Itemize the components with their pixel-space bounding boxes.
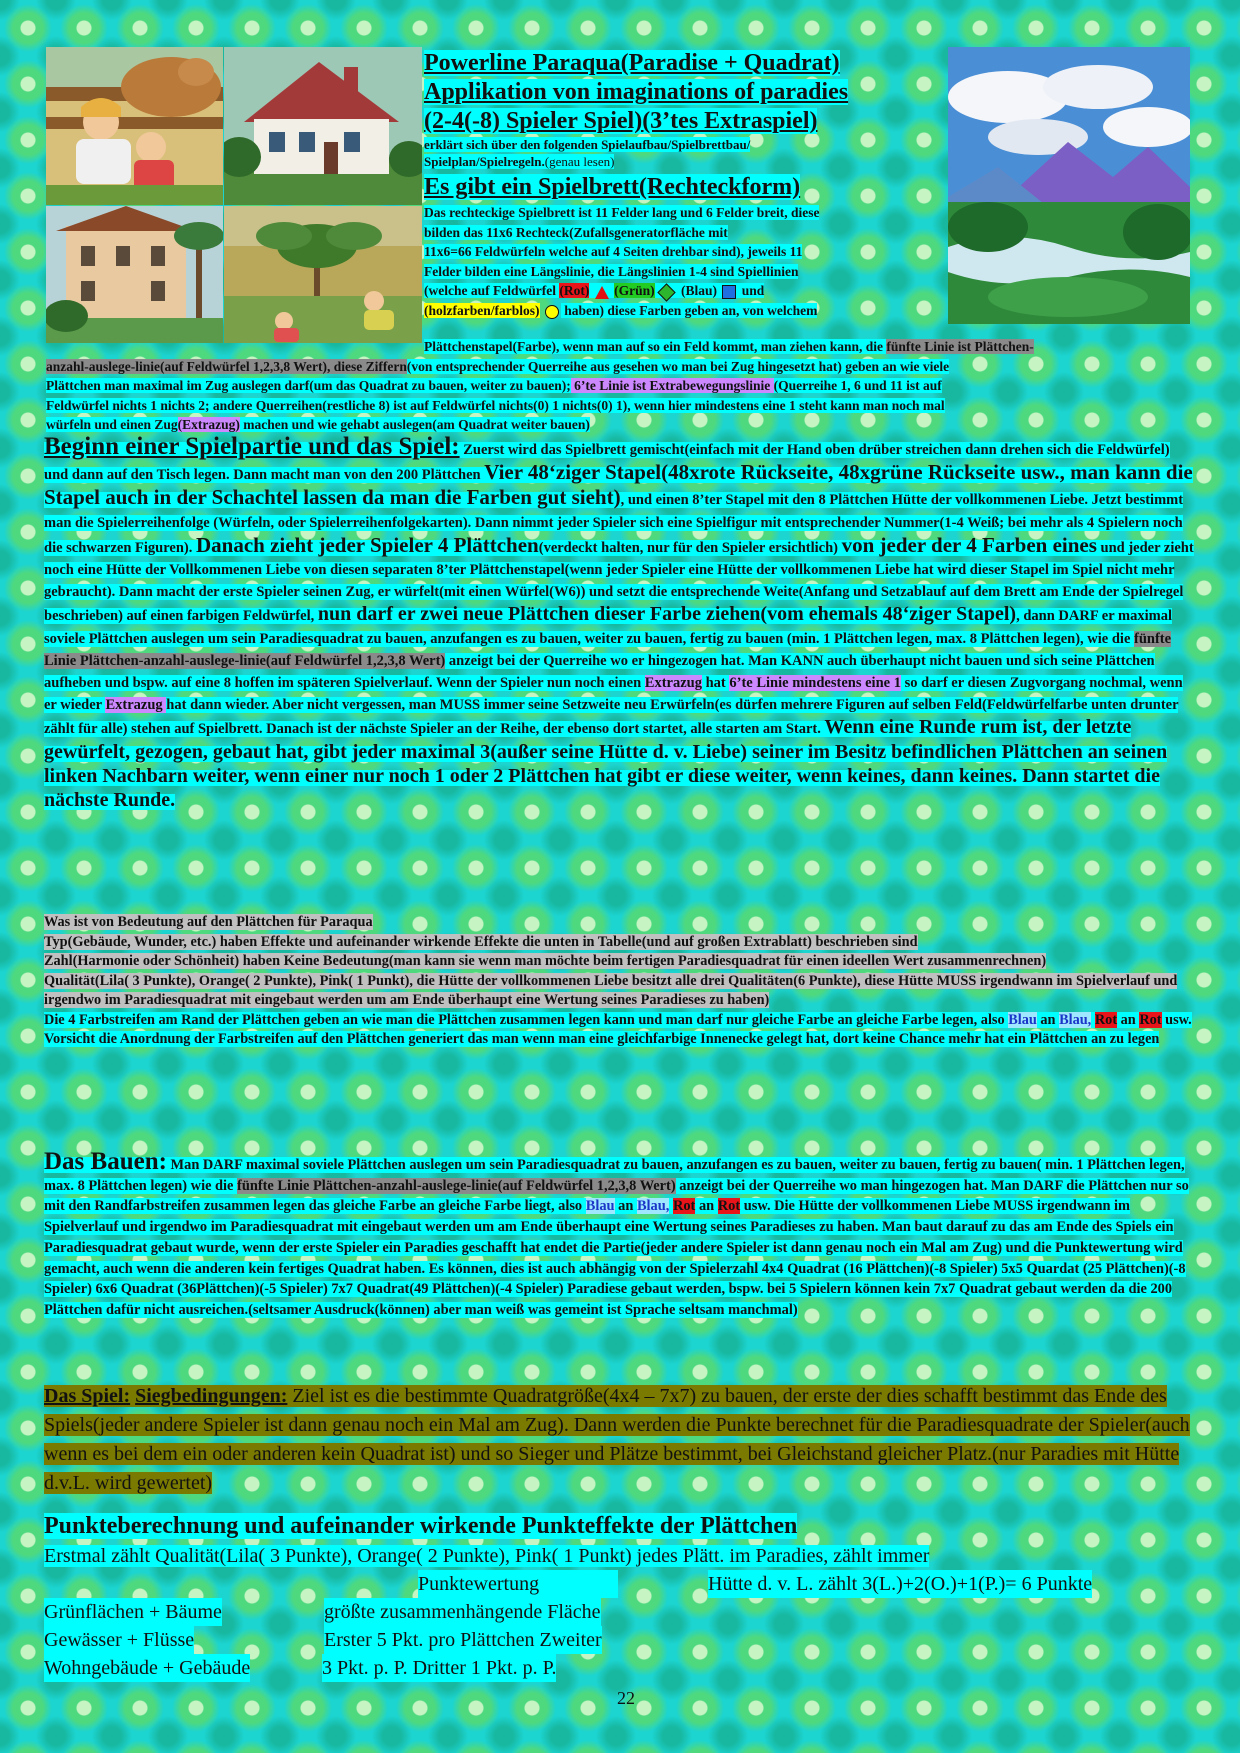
fifth-line-highlight-2: anzahl-auslege-linie(auf Feldwürfel 1,2,3,8 Wert), diese Ziffern [46, 358, 407, 374]
beginn-text-9: hat dann wieder. Aber nicht vergessen, man MUSS immer seine Setzweite neu Erwürfeln(es dürfen mehrere Figuren auf selben Feld(Feldwürfelfarbe unten drunter zählt für alle) stehen auf Spielbrett. Danach ist der nächste Spieler an der Reihe, der ebenso dort startet, alle starten am Start. [44, 697, 1179, 738]
title-line-2: Applikation von imaginations of paradies [424, 79, 849, 105]
board-line-9b: (Querreihe 1, 6 und 11 ist auf [773, 378, 942, 394]
beginn-text-2: , und einen 8’ter Stapel mit den 8 Plättchen Hütte der vollkommenen Liebe. Jetzt bestimmt man die Spielerreihenfolge (Würfeln, oder Spielerreihenfolgekarten). Dann nimmt jeder Spieler sich eine Spielfigur mit entsprechender Nummer(1-4 Weiß; bei mehr als 4 Spielern noch die schwarzen Figuren). [44, 492, 1184, 556]
beginn-bold-5: Wenn eine Runde rum ist, der letzte gewürfelt, gezogen, gebaut hat, gibt jeder maximal 3(außer seine Hütte d. v. Liebe) seiner im Besitz befindlichen Plättchen an seinen linken Nachbarn weiter, wenn einer nur noch 1 oder 2 Plättchen hat gibt er diese weiter, wenn keines, dann keines. Dann startet die nächste Runde. [44, 716, 1168, 812]
yellow-circle-icon [545, 305, 559, 319]
bauen-text-3: usw. Die Hütte der vollkommenen Liebe MUSS irgendwann im Spielverlauf und irgendwo im Paradiesquadrat mit eingebaut werden um am Ende überhaupt eine Wertung seines Paradieses zu haben. Man baut darauf zu das am Ende des Spiels ein Paradiesquadrat gebaut wurde, wenn der erste Spieler ein Paradies geschafft hat endet die Partie(jeder andere Spieler ist dann genau noch ein Mal am Zug) und die Punktewertung wird gemacht, auch wenn die anderen kein fertiges Quadrat haben. Es können, dies ist auch abhängig von der Spielerzahl 4x4 Quadrat (16 Plättchen)(-8 Spieler) 5x5 Quardat (25 Plättchen)(-8 Spieler) 6x6 Quadrat (36Plättchen)(-5 Spieler) 7x7 Quadrat(49 Plättchen)(-4 Spieler) Paradiese gebaut werden, bspw. bei 5 Spielern können kein 7x7 Quadrat gebaut werden da die 200 Plättchen dafür nicht ausreichen.(seltsamer Ausdruck(können) aber man weiß was gemeint ist Sprache seltsam manchmal) [44, 1198, 1186, 1318]
board-line-11b: machen und wie gehabt auslegen(am Quadrat weiter bauen) [239, 417, 590, 433]
board-line-10: Feldwürfel nichts 1 nichts 2; andere Querreihen(restliche 8) ist auf Feldwürfel nichts(0) 1 nichts(0) 1), wenn hier mindestens eine 1 steht kann man noch mal [46, 397, 945, 413]
table-row [44, 1626, 1204, 1654]
beginn-text-1: Zuerst wird das Spielbrett gemischt(einfach mit der Hand oben drüber streichen dann drehen sich die Feldwürfel) und dann auf den Tisch legen. Dann macht man von den 200 Plättchen [44, 442, 1170, 484]
bedeutung-section [44, 913, 1194, 1050]
punkte-section [44, 1510, 1204, 1682]
word-und: und [741, 283, 765, 299]
title-line-3: (2-4(-8) Spieler Spiel)(3’tes Extraspiel) [424, 108, 818, 134]
blau-label-3: Blau [585, 1198, 615, 1215]
beginn-bold-1: Vier 48‘ziger Stapel(48xrote Rückseite, 48xgrüne Rückseite usw., man kann die Stapel auch in der Schachtel lassen da man die Farben gut sieht) [44, 460, 1193, 510]
illustration-children-cow [46, 47, 223, 205]
row-left: Gewässer + Flüsse [44, 1626, 194, 1654]
rot-label-4: Rot [717, 1198, 741, 1215]
beginn-bold-3: von jeder der 4 Farben eines [841, 532, 1097, 557]
board-line-4: Felder bilden eine Längslinie, die Längslinien 1-4 sind Spiellinien [424, 263, 799, 279]
bauen-heading: Das Bauen: [44, 1148, 167, 1175]
board-line-5: (welche auf Feldwürfel [424, 283, 560, 299]
row-left: Grünflächen + Bäume [44, 1598, 222, 1626]
bedeutung-qualitaet: Qualität(Lila( 3 Punkte), Orange( 2 Punkte), Pink( 1 Punkt), die Hütte der vollkommenen Liebe besitzt alle drei Qualitäten(6 Punkte), diese Hütte MUSS irgendwann im Spielverlauf und irgendwo im Paradiesquadrat mit eingebaut werden um am Ende überhaupt eine Wertung seines Paradieses zu haben) [44, 972, 1178, 1008]
board-line-1: Das rechteckige Spielbrett ist 11 Felder lang und 6 Felder breit, diese [424, 205, 820, 220]
board-line-9: Plättchen man maximal im Zug auslegen darf(um das Quadrat zu bauen, weiter zu bauen); [46, 378, 571, 394]
title-line-1: Powerline Paraqua(Paradise + Quadrat) [424, 50, 840, 76]
punkte-heading: Punkteberechnung und aufeinander wirkende Punkteffekte der Plättchen [44, 1513, 798, 1539]
beginn-bold-4: nun darf er zwei neue Plättchen dieser Farbe ziehen(vom ehemals 48‘ziger Stapel) [317, 603, 1017, 626]
color-blau: (Blau) [680, 283, 717, 299]
punktewertung-label: Punktewertung [418, 1570, 618, 1598]
fifth-line-highlight-4: fünfte Linie Plättchen-anzahl-auslege-linie(auf Feldwürfel 1,2,3,8 Wert) [237, 1177, 676, 1194]
row-right: größte zusammenhängende Fläche [324, 1598, 601, 1626]
blue-square-icon [722, 285, 736, 299]
row-left: Wohngebäude + Gebäude [44, 1654, 250, 1682]
sixth-line-highlight: 6’te Linie ist Extrabewegungslinie [570, 378, 774, 394]
intro-line-a: erklärt sich über den folgenden Spielaufbau/Spielbrettbau/ [424, 137, 751, 152]
extrazug-highlight-3: Extrazug [105, 697, 167, 714]
board-line-11: würfeln und einen Zug [46, 417, 178, 433]
red-triangle-icon [595, 286, 609, 299]
board-line-3: 11x6=66 Feldwürfeln welche auf 4 Seiten drehbar sind), jeweils 11 [424, 244, 803, 260]
beginn-heading: Beginn einer Spielpartie und das Spiel: [44, 433, 460, 460]
beginn-bold-2: Danach zieht jeder Spieler 4 Plättchen [195, 532, 539, 557]
beginn-text-7: hat [701, 675, 730, 692]
intro-line-b: Spielplan/Spielregeln. [424, 154, 545, 169]
color-gruen: (Grün) [614, 283, 655, 299]
illustration-villa-palm [46, 206, 223, 343]
header-block [424, 49, 944, 321]
farbstreifen-text-2: usw. Vorsicht die Anordnung der Farbstreifen auf den Plättchen generiert das man wenn man eine gleichfarbige Innenecke gelegt hat, dort keine Chance mehr hat ein Plättchen an zu legen [44, 1011, 1192, 1047]
siegbedingungen-heading: Siegbedingungen: [135, 1385, 288, 1407]
row-right: Erster 5 Pkt. pro Plättchen Zweiter [324, 1626, 602, 1654]
bauen-text-2: anzeigt bei der Querreihe wo man hingezogen hat. Man DARF die Plättchen nur so mit den Randfarbstreifen zusammen legen das gleiche Farbe an gleiche Farbe liegt, also [44, 1177, 1189, 1215]
an-word-2: an [1117, 1011, 1140, 1028]
color-holz: (holzfarben/farblos) [424, 302, 540, 318]
fifth-line-highlight: fünfte Linie ist Plättchen- [886, 339, 1034, 354]
beginn-section [44, 433, 1194, 813]
board-line-2: bilden das 11x6 Rechteck(Zufallsgeneratorfläche mit [424, 224, 728, 240]
bedeutung-typ: Typ(Gebäude, Wunder, etc.) haben Effekte und aufeinander wirkende Effekte die unten in Tabelle(und auf großen Extrablatt) beschrieben sind [44, 933, 918, 950]
bedeutung-zahl: Zahl(Harmonie oder Schönheit) haben Keine Bedeutung(man kann sie wenn man möchte beim fertigen Paradiesquadrat für einen ideellen Wert zusammenrechnen) [44, 953, 1047, 969]
bauen-text-1: Man DARF maximal soviele Plättchen auslegen um sein Paradiesquadrat zu bauen, anzufangen es zu bauen, weiter zu bauen, fertig zu bauen( min. 1 Plättchen legen, max. 8 Plättchen legen) wie die [44, 1157, 1185, 1194]
extrazug-highlight: (Extrazug) [177, 417, 240, 433]
siegbedingungen-section [44, 1382, 1194, 1498]
punkte-line-1: Erstmal zählt Qualität(Lila( 3 Punkte), Orange( 2 Punkte), Pink( 1 Punkt) jedes Plätt. im Paradies, zählt immer [44, 1545, 930, 1567]
table-row [44, 1654, 1204, 1682]
green-diamond-icon [657, 283, 675, 301]
fifth-line-highlight-3: fünfte Linie Plättchen-anzahl-auslege-linie(auf Feldwürfel 1,2,3,8 Wert) [44, 630, 1172, 669]
beginn-text-6: anzeigt bei der Querreihe wo er hingezogen hat. Man KANN auch überhaupt nicht bauen und sich seine Plättchen aufheben und bspw. auf eine 8 hoffen im späteren Spielverlauf. Wenn der Spieler nun noch einen [44, 652, 1155, 692]
bauen-section [44, 1148, 1194, 1321]
beginn-text-5: , dann DARF er maximal soviele Plättchen auslegen um sein Paradiesquadrat zu bauen, anzufangen es zu bauen, weiter zu bauen, fertig zu bauen (min. 1 Plättchen legen, max. 8 Plättchen legen), wie die [44, 608, 1172, 647]
row-right: 3 Pkt. p. P. Dritter 1 Pkt. p. P. [322, 1654, 556, 1682]
farbstreifen-text: Die 4 Farbstreifen am Rand der Plättchen geben an wie man die Plättchen zusammen legen kann und man darf nur gleiche Farbe an gleiche Farbe legen, also [44, 1011, 1009, 1028]
rot-label-2: Rot [1139, 1011, 1162, 1028]
board-line-7: Plättchenstapel(Farbe), wenn man auf so ein Feld kommt, man ziehen kann, die [424, 339, 887, 354]
board-line-6: haben) diese Farben geben an, von welchem [560, 302, 818, 318]
beginn-text-3: (verdeckt halten, nur für den Spieler ersichtlich) [538, 539, 842, 556]
illustration-garden-kids [224, 206, 422, 343]
blau-label: Blau [1008, 1011, 1037, 1028]
page-number: 22 [617, 1688, 635, 1708]
rot-label-3: Rot [672, 1198, 696, 1215]
rot-label: Rot [1094, 1011, 1118, 1028]
table-row [44, 1598, 1204, 1626]
illustration-house [224, 47, 422, 205]
an-word-3: an [614, 1198, 637, 1215]
spiel-heading: Das Spiel: [44, 1385, 131, 1407]
spiel-text: Ziel ist es die bestimmte Quadratgröße(4x4 – 7x7) zu bauen, der erste der dies schafft bestimmt das Ende des Spiels(jeder andere Spieler ist dann genau noch ein Mal am Zug). Dann werden die Punkte berechnet für die Paradiesquadrate der Spieler(auch wenn es bei dem ein oder anderen kein Quadrat ist) und so Sieger und Plätze bestimmt, bei Gleichstand gleicher Platz.(nur Paradies mit Hütte d.v.L. wird gewertet) [44, 1385, 1190, 1494]
blau-label-2: Blau, [1059, 1011, 1092, 1028]
huette-points: Hütte d. v. L. zählt 3(L.)+2(O.)+1(P.)= 6 Punkte [708, 1570, 1092, 1598]
sixth-line-highlight-2: 6’te Linie mindestens eine 1 [729, 675, 901, 692]
an-word: an [1036, 1011, 1060, 1028]
extrazug-highlight-2: Extrazug [644, 675, 702, 692]
bedeutung-title: Was ist von Bedeutung auf den Plättchen für Paraqua [44, 914, 373, 930]
color-rot: (Rot) [559, 283, 590, 299]
board-title: Es gibt ein Spielbrett(Rechteckform) [424, 174, 801, 200]
illustration-mountain-landscape [948, 47, 1190, 324]
board-line-8: (von entsprechender Querreihe aus gesehen wo man bei Zug hingesetzt hat) geben an wie viele [406, 358, 950, 374]
beginn-text-8: so darf er diesen Zugvorgang nochmal, wenn er wieder [44, 675, 1183, 714]
beginn-text-4: und jeder zieht noch eine Hütte der Vollkommenen Liebe von diesen separaten 8’ter Plättchenstapel(wenn jeder Spieler eine Hütte der vollkommenen Liebe hat wird dieser Stapel im Spiel nicht mehr gebraucht). Dann macht der erste Spieler seinen Zug, er würfelt(mit einen Würfel(W6)) und setzt die entsprechende Weite(Anfang und Setzablauf auf dem Brett am Ende der Spielregel beschrieben) auf einen farbigen Feldwürfel, [44, 539, 1194, 625]
board-rules [46, 337, 1196, 435]
intro-note: (genau lesen) [544, 154, 615, 169]
blau-label-4: Blau, [636, 1198, 670, 1215]
an-word-4: an [695, 1198, 718, 1215]
